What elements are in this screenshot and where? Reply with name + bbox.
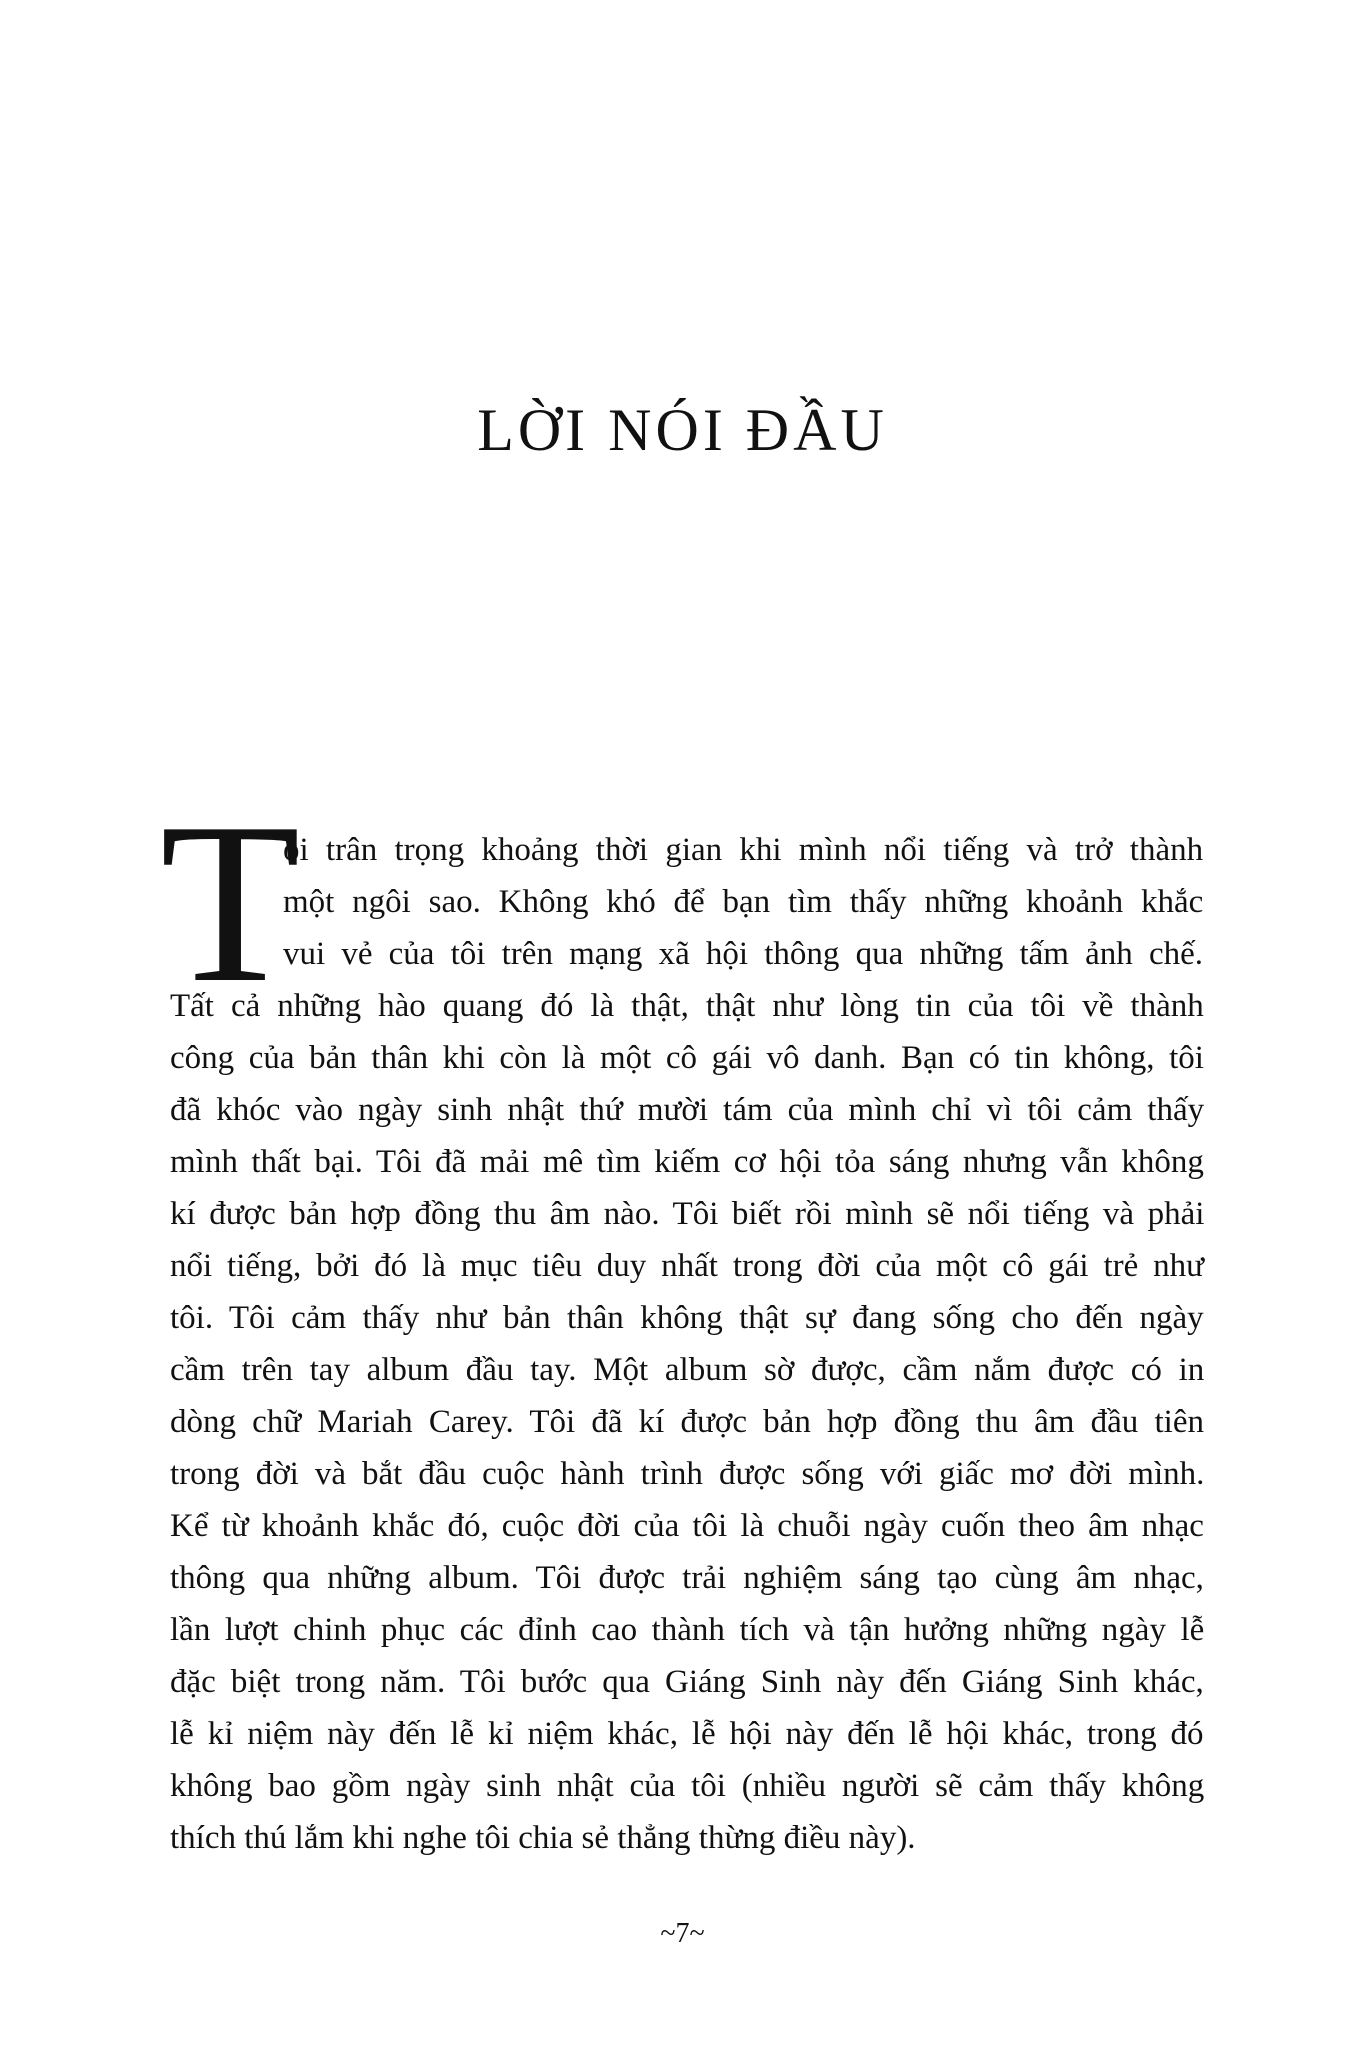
body-line: Tất cả những hào quang đó là thật, thật như lòng tin của tôi về thành [170, 988, 1204, 1024]
drop-cap: T [160, 775, 301, 1030]
page-number: ~7~ [660, 1918, 705, 1949]
body-line: vui vẻ của tôi trên mạng xã hội thông qua những tấm ảnh chế. [283, 936, 1204, 972]
body-line: ôi trân trọng khoảng thời gian khi mình nổi tiếng và trở thành [283, 832, 1204, 868]
body-line: trong đời và bắt đầu cuộc hành trình được sống với giấc mơ đời mình. [170, 1456, 1205, 1492]
page-title: LỜI NÓI ĐẦU [477, 397, 888, 463]
body-line: Kể từ khoảnh khắc đó, cuộc đời của tôi là chuỗi ngày cuốn theo âm nhạc [170, 1508, 1204, 1544]
body-line: cầm trên tay album đầu tay. Một album sờ được, cầm nắm được có in [170, 1352, 1205, 1388]
body-line: lần lượt chinh phục các đỉnh cao thành tích và tận hưởng những ngày lễ [170, 1612, 1205, 1648]
body-line: lễ kỉ niệm này đến lễ kỉ niệm khác, lễ hội này đến lễ hội khác, trong đó [170, 1716, 1204, 1752]
body-line: không bao gồm ngày sinh nhật của tôi (nhiều người sẽ cảm thấy không [170, 1768, 1205, 1804]
body-line: đã khóc vào ngày sinh nhật thứ mười tám của mình chỉ vì tôi cảm thấy [170, 1092, 1205, 1128]
body-line: nổi tiếng, bởi đó là mục tiêu duy nhất trong đời của một cô gái trẻ như [170, 1248, 1205, 1284]
body-line: thông qua những album. Tôi được trải nghiệm sáng tạo cùng âm nhạc, [170, 1560, 1204, 1596]
body-line: mình thất bại. Tôi đã mải mê tìm kiếm cơ hội tỏa sáng nhưng vẫn không [170, 1144, 1204, 1180]
body-line: dòng chữ Mariah Carey. Tôi đã kí được bản hợp đồng thu âm đầu tiên [170, 1404, 1204, 1440]
body-line: tôi. Tôi cảm thấy như bản thân không thật sự đang sống cho đến ngày [170, 1300, 1204, 1336]
body-line: kí được bản hợp đồng thu âm nào. Tôi biết rồi mình sẽ nổi tiếng và phải [170, 1196, 1205, 1232]
body-line: đặc biệt trong năm. Tôi bước qua Giáng Sinh này đến Giáng Sinh khác, [170, 1664, 1204, 1700]
body-line: một ngôi sao. Không khó để bạn tìm thấy những khoảnh khắc [283, 884, 1204, 920]
body-line: thích thú lắm khi nghe tôi chia sẻ thẳng thừng điều này). [170, 1820, 916, 1856]
body-line: công của bản thân khi còn là một cô gái vô danh. Bạn có tin không, tôi [170, 1040, 1204, 1076]
